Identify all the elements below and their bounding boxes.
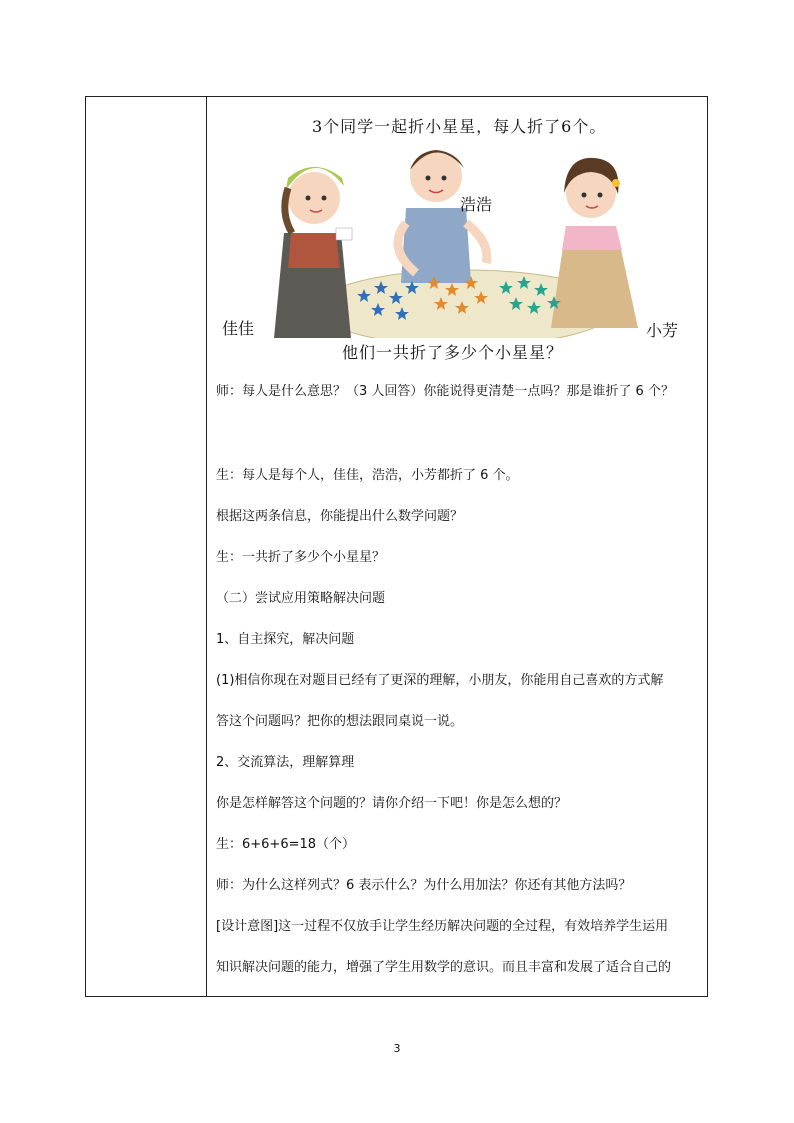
illustration-caption-bottom: 他们一共折了多少个小星星？ (342, 343, 564, 362)
paragraph-student-answer: 生：每人是每个人，佳佳，浩浩，小芳都折了 6 个。 (216, 468, 519, 483)
paragraph-equation: 生：6+6+6=18（个） (216, 837, 356, 852)
name-label-haohao: 浩浩 (460, 195, 493, 214)
paragraph-how-solve: 你是怎样解答这个问题的？请你介绍一下吧！你是怎么想的？ (216, 796, 568, 811)
lesson-content-cell (216, 100, 702, 978)
paragraph-explore-line-2: 答这个问题吗？把你的想法跟同桌说一说。 (216, 714, 464, 729)
paragraph-prompt: 根据这两条信息，你能提出什么数学问题？ (216, 509, 464, 524)
paragraph-student-question: 生：一共折了多少个小星星？ (216, 550, 386, 565)
step-heading-two: 2、交流算法，理解算理 (216, 755, 355, 770)
girl-xiaofang-figure (551, 158, 638, 328)
illustration-caption-top: 3个同学一起折小星星，每人折了6个。 (312, 117, 607, 136)
girl-jiajia-figure (274, 167, 352, 338)
boy-haohao-figure (398, 150, 487, 283)
step-heading-one: 1、自主探究，解决问题 (216, 632, 355, 647)
paragraph-design-intent-line-2: 知识解决问题的能力，增强了学生用数学的意识。而且丰富和发展了适合自己的 (216, 960, 672, 975)
paragraph-explore-line-1: (1)相信你现在对题目已经有了更深的理解，小朋友，你能用自己喜欢的方式解 (216, 673, 664, 688)
paragraph-design-intent-line-1: [设计意图]这一过程不仅放手让学生经历解决问题的全过程，有效培养学生运用 (216, 919, 669, 934)
story-illustration (216, 100, 702, 370)
name-label-xiaofang: 小芳 (646, 321, 679, 340)
section-heading-two: （二）尝试应用策略解决问题 (216, 591, 386, 606)
name-label-jiajia: 佳佳 (222, 319, 255, 338)
paragraph-teacher-followup: 师：为什么这样列式？6 表示什么？为什么用加法？你还有其他方法吗？ (216, 878, 632, 893)
page-number: 3 (393, 1042, 401, 1055)
children-folding-stars-picture (266, 138, 656, 338)
table-column-divider (206, 96, 207, 997)
paragraph-teacher-question: 师：每人是什么意思？（3 人回答）你能说得更清楚一点吗？那是谁折了 6 个？ (216, 384, 674, 399)
